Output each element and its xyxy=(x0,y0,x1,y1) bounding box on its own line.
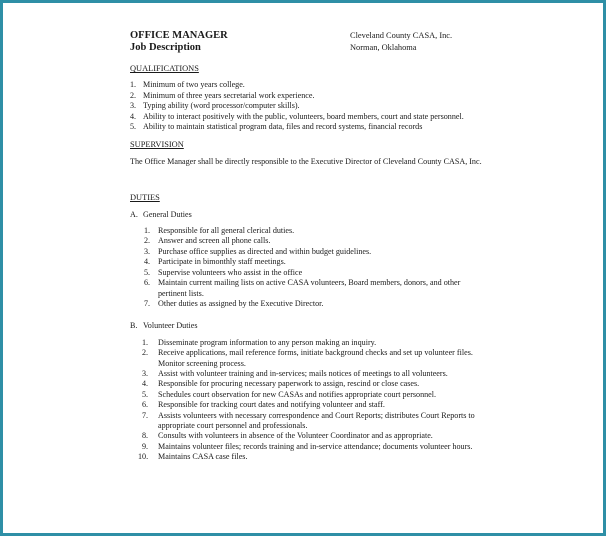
list-item xyxy=(130,80,500,90)
list-item xyxy=(142,379,488,389)
item-text: Consults with volunteers in absence of the Volunteer Coordinator and as appropriate. xyxy=(158,431,433,441)
section-letter: B. xyxy=(130,321,138,331)
item-text: Maintains CASA case files. xyxy=(158,452,248,462)
item-number: 1. xyxy=(142,337,149,347)
item-number: 3. xyxy=(130,101,137,111)
organization-location: Norman, Oklahoma xyxy=(350,43,417,52)
item-text: Ability to interact positively with the public, volunteers, board members, court and state personnel. xyxy=(143,111,464,121)
document-body xyxy=(130,30,500,475)
item-text: Answer and screen all phone calls. xyxy=(158,236,271,246)
section-letter: A. xyxy=(130,209,138,219)
item-number: 8. xyxy=(142,431,149,441)
list-item xyxy=(142,400,488,410)
item-text: Other duties as assigned by the Executive Director. xyxy=(158,298,324,308)
item-number: 1. xyxy=(144,226,151,236)
item-text: Participate in bimonthly staff meetings. xyxy=(158,257,286,267)
list-item xyxy=(144,236,500,246)
qualifications-heading: QUALIFICATIONS xyxy=(130,64,199,73)
item-number: 3. xyxy=(144,246,151,256)
list-item xyxy=(144,268,500,278)
item-text: Purchase office supplies as directed and within budget guidelines. xyxy=(158,246,372,256)
item-number: 4. xyxy=(142,379,149,389)
item-text: Minimum of three years secretarial work experience. xyxy=(143,90,315,100)
list-item xyxy=(130,91,500,101)
item-number: 3. xyxy=(142,368,149,378)
list-item xyxy=(142,431,488,441)
document-page xyxy=(3,3,603,533)
item-number: 1. xyxy=(130,80,137,90)
item-text: Maintain current mailing lists on active CASA volunteers, Board members, donors, and other pertinent lists. xyxy=(158,278,461,298)
list-item xyxy=(142,442,488,452)
item-text: Maintains volunteer files; records training and in-service attendance; documents volunteer hours. xyxy=(158,441,473,451)
item-number: 7. xyxy=(144,298,151,308)
item-number: 2. xyxy=(130,90,137,100)
item-number: 4. xyxy=(130,111,137,121)
item-number: 10. xyxy=(138,452,149,462)
item-number: 5. xyxy=(130,122,137,132)
item-text: Minimum of two years college. xyxy=(143,80,245,90)
item-number: 9. xyxy=(142,441,149,451)
document-header xyxy=(130,30,500,56)
item-text: Assist with volunteer training and in-services; mails notices of meetings to all volunteers. xyxy=(158,368,448,378)
item-text: Schedules court observation for new CASAs and notifies appropriate court personnel. xyxy=(158,389,437,399)
section-title: General Duties xyxy=(143,209,192,219)
duties-heading: DUTIES xyxy=(130,193,160,203)
general-duties-heading xyxy=(130,210,500,220)
qualifications-list xyxy=(130,80,500,132)
list-item xyxy=(142,369,488,379)
list-item xyxy=(130,101,500,111)
item-text: Supervise volunteers who assist in the office xyxy=(158,267,303,277)
item-number: 2. xyxy=(142,348,149,358)
item-text: Ability to maintain statistical program data, files and record systems, financial records xyxy=(143,122,423,132)
item-text: Typing ability (word processor/computer skills). xyxy=(143,101,300,111)
item-number: 2. xyxy=(144,236,151,246)
list-item xyxy=(142,348,488,369)
item-number: 6. xyxy=(142,400,149,410)
item-text: Responsible for all general clerical duties. xyxy=(158,226,295,236)
item-text: Assists volunteers with necessary correspondence and Court Reports; distributes Court Reports to appropriate court personnel and professionals. xyxy=(158,410,475,430)
list-item xyxy=(130,122,500,132)
section-title: Volunteer Duties xyxy=(143,321,198,331)
item-number: 4. xyxy=(144,257,151,267)
supervision-text: The Office Manager shall be directly responsible to the Executive Director of Cleveland County CASA, Inc. xyxy=(130,156,482,166)
list-item xyxy=(144,299,500,309)
item-number: 6. xyxy=(144,278,151,288)
list-item xyxy=(142,390,488,400)
job-subtitle: Job Description xyxy=(130,42,201,53)
list-item xyxy=(138,452,488,462)
list-item xyxy=(144,226,500,236)
item-number: 5. xyxy=(144,267,151,277)
general-duties-list xyxy=(144,226,500,309)
item-number: 5. xyxy=(142,389,149,399)
list-item xyxy=(144,278,478,299)
list-item xyxy=(130,112,473,122)
item-text: Responsible for procuring necessary paperwork to assign, rescind or close cases. xyxy=(158,379,420,389)
list-item xyxy=(142,338,488,348)
item-text: Responsible for tracking court dates and notifying volunteer and staff. xyxy=(158,400,385,410)
list-item xyxy=(144,257,500,267)
volunteer-duties-heading xyxy=(130,321,500,331)
list-item xyxy=(142,411,488,432)
supervision-heading: SUPERVISION xyxy=(130,140,184,150)
item-text: Receive applications, mail reference forms, initiate background checks and set up volunteer files. Monitor screening process. xyxy=(158,348,473,368)
job-title: OFFICE MANAGER xyxy=(130,30,228,41)
volunteer-duties-list xyxy=(138,337,500,463)
organization-name: Cleveland County CASA, Inc. xyxy=(350,31,453,40)
item-number: 7. xyxy=(142,410,149,420)
item-text: Disseminate program information to any person making an inquiry. xyxy=(158,337,377,347)
list-item xyxy=(144,247,500,257)
